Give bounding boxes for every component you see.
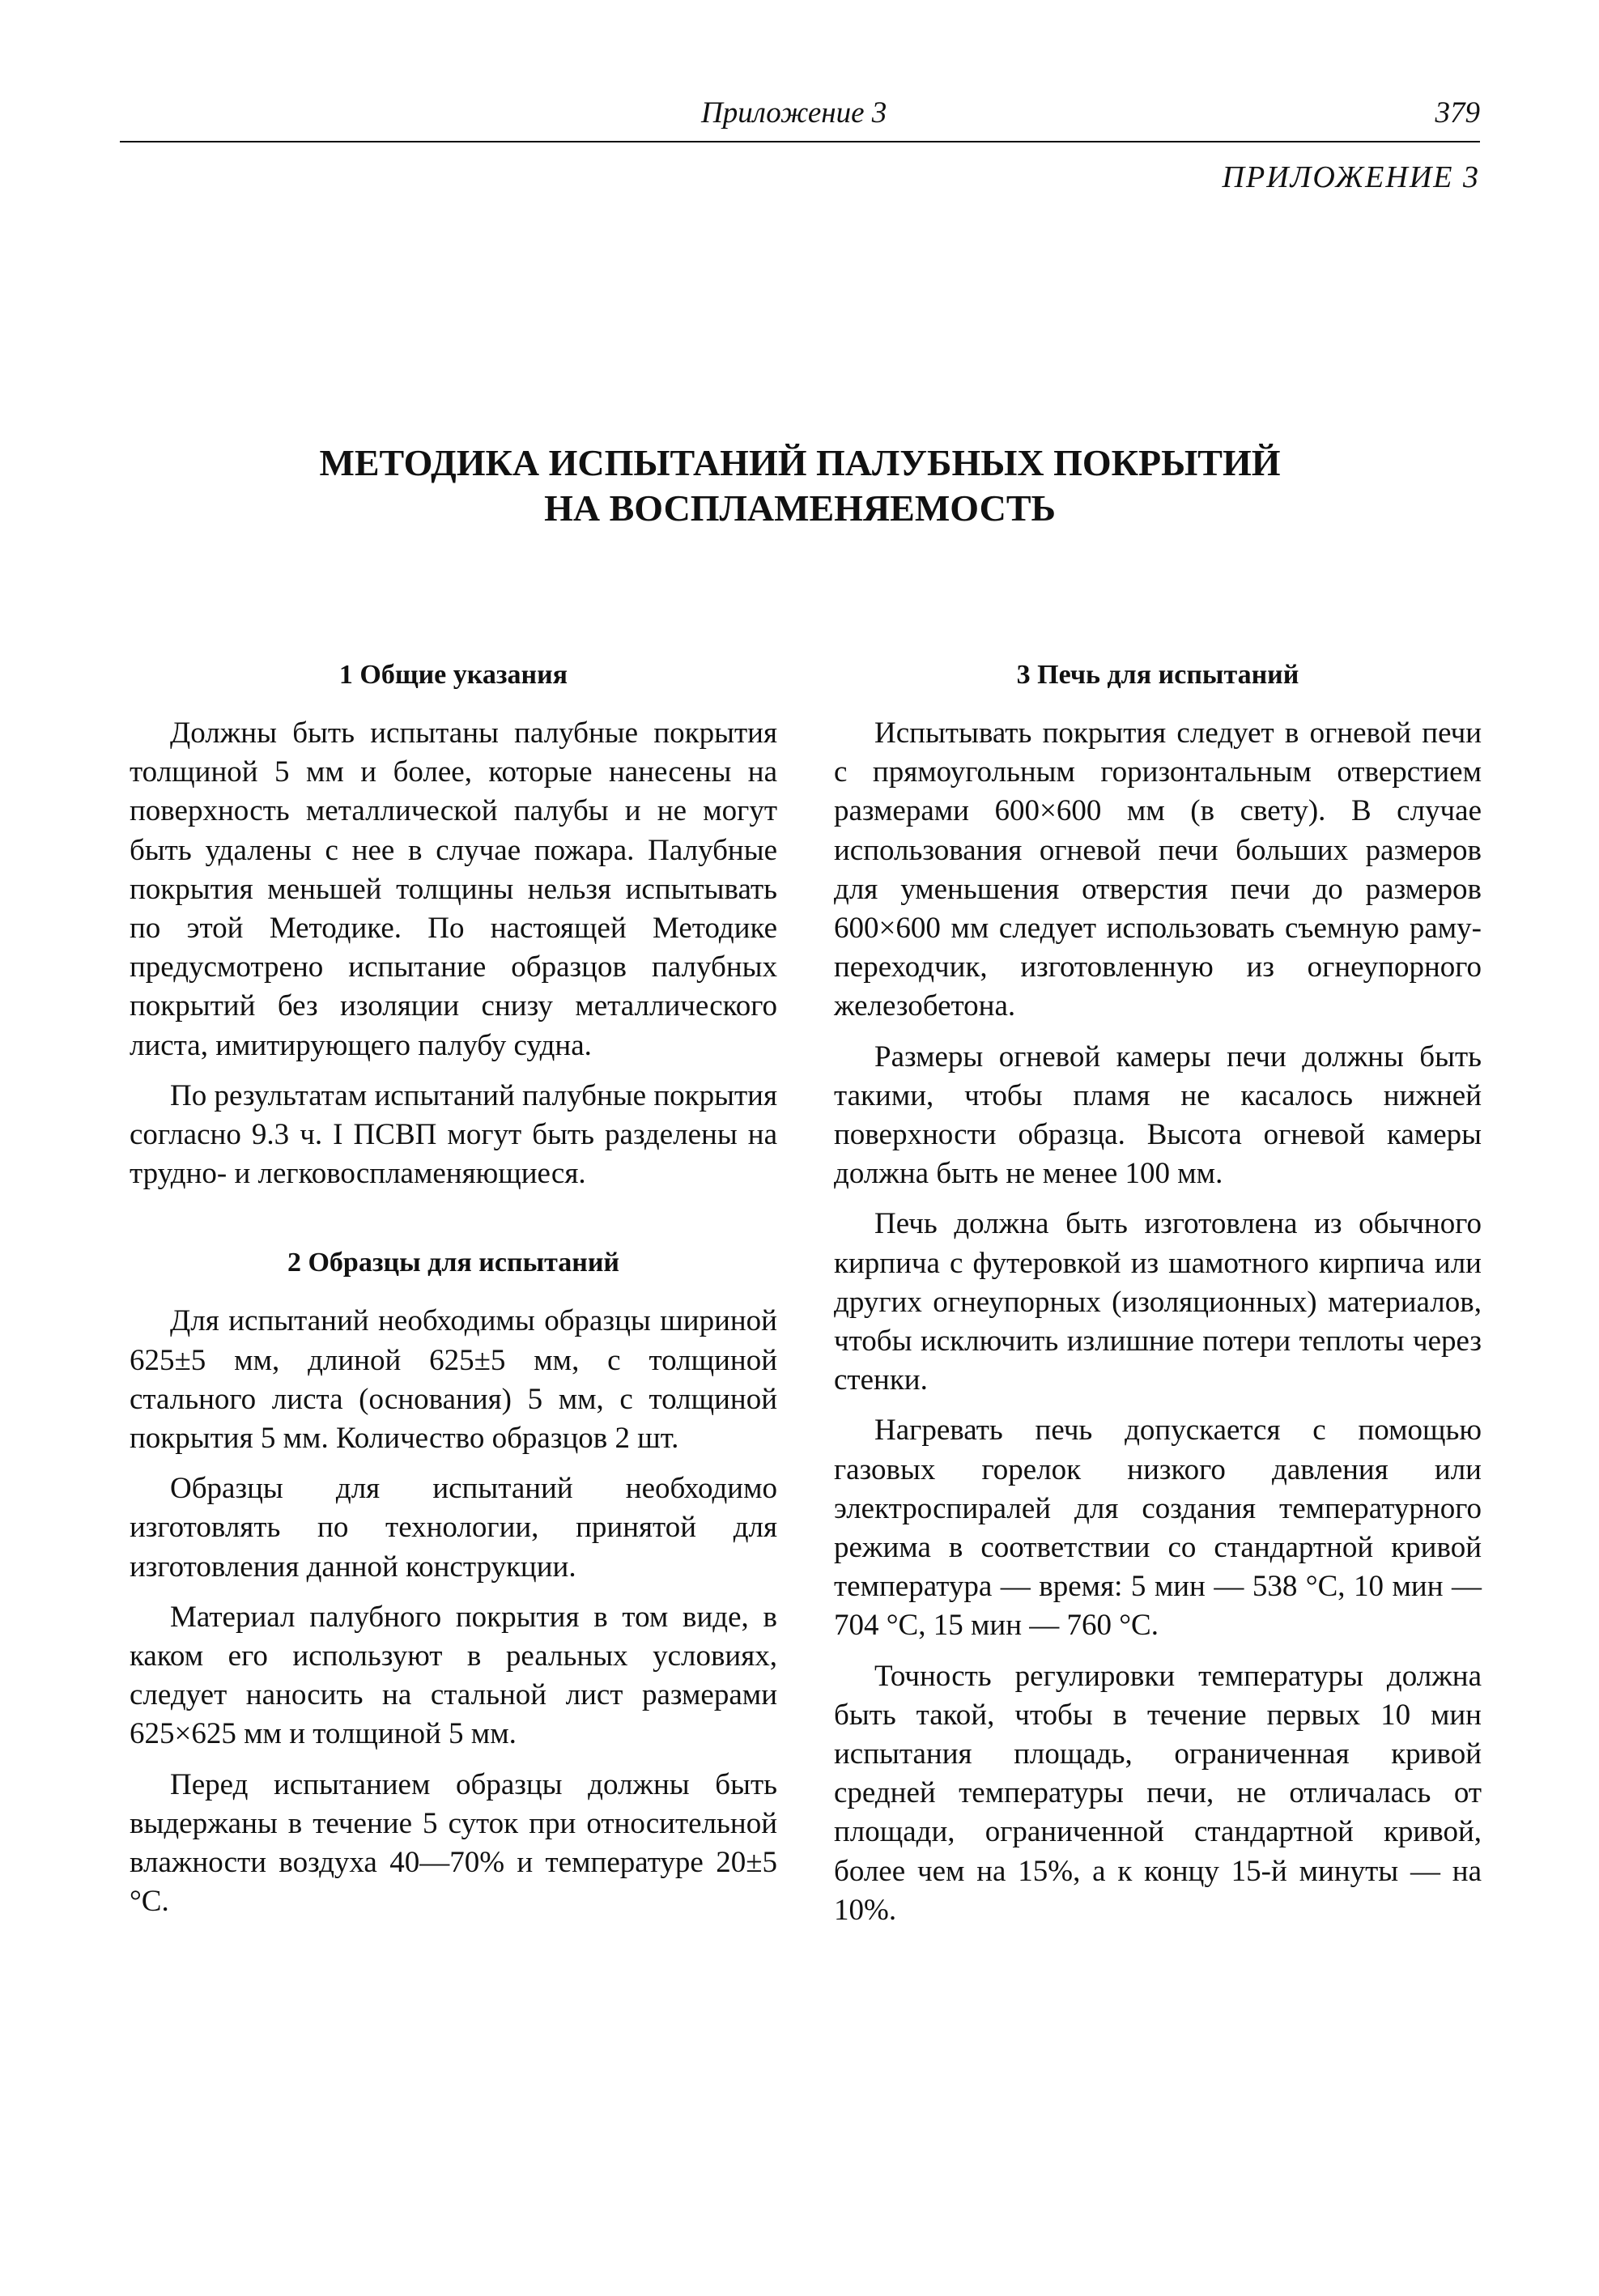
paragraph: Для испытаний необходимы образцы шириной 625±5 мм, длиной 625±5 мм, с толщиной стального листа (основания) 5 мм, с толщиной покрытия 5 мм. Количество образцов 2 шт.: [130, 1304, 777, 1456]
paragraph: Испытывать покрытия следует в огневой печи с прямоугольным горизонтальным отверстием размерами 600×600 мм (в свету). В случае использования огневой печи больших размеров для уменьшения отверстия печи до размеров 600×600 мм следует использовать съемную раму-переходчик, изготовленную из огнеупорного железобетона.: [834, 716, 1482, 1023]
paragraph: Печь должна быть изготовлена из обычного кирпича с футеровкой из шамотного кирпича или других огнеупорных (изоляционных) материалов, чтобы исключить излишние потери теплоты через стенки.: [834, 1207, 1482, 1397]
paragraph: Нагревать печь допускается с помощью газовых горелок низкого давления или электроспиралей для создания температурного режима в соответствии со стандартной кривой температура — время: 5 мин — 538 °С, 10 мин — 704 °С, 15 мин — 760 °С.: [834, 1414, 1482, 1643]
document-title: [120, 440, 1480, 531]
section-heading-general: 1 Общие указания: [338, 660, 568, 690]
paragraph: Должны быть испытаны палубные покрытия толщиной 5 мм и более, которые нанесены на поверхность металлической палубы и не могут быть удалены с нее в случае пожара. Палубные покрытия меньшей толщины нельзя испытывать по этой Методике. По настоящей Методике предусмотрено испытание образцов палубных покрытий без изоляции снизу металлического листа, имитирующего палубу судна.: [130, 716, 777, 1062]
paragraph: По результатам испытаний палубные покрытия согласно 9.3 ч. I ПСВП могут быть разделены на трудно- и легковоспламеняющиеся.: [130, 1078, 777, 1191]
page-number: 379: [1435, 96, 1480, 130]
right-column: [834, 656, 1482, 1941]
document-title-line-1: МЕТОДИКА ИСПЫТАНИЙ ПАЛУБНЫХ ПОКРЫТИЙ: [319, 442, 1281, 483]
paragraph: Размеры огневой камеры печи должны быть такими, чтобы пламя не касалось нижней поверхности образца. Высота огневой камеры должна быть не менее 100 мм.: [834, 1040, 1482, 1191]
document-title-line-2: НА ВОСПЛАМЕНЯЕМОСТЬ: [544, 487, 1056, 529]
paragraph: Материал палубного покрытия в том виде, в каком его используют в реальных условиях, следует наносить на стальной лист размерами 625×625 мм и толщиной 5 мм.: [130, 1600, 777, 1751]
paragraph: Образцы для испытаний необходимо изготовлять по технологии, принятой для изготовления данной конструкции.: [130, 1472, 777, 1584]
paragraph: Перед испытанием образцы должны быть выдержаны в течение 5 суток при относительной влажности воздуха 40—70% и температуре 20±5 °С.: [130, 1767, 777, 1919]
section-heading-furnace: 3 Печь для испытаний: [1016, 660, 1299, 690]
running-header: [120, 96, 1480, 142]
section-heading-samples: 2 Образцы для испытаний: [287, 1248, 620, 1278]
left-column: [130, 656, 777, 1932]
running-title: Приложение 3: [701, 96, 887, 130]
appendix-label: ПРИЛОЖЕНИЕ 3: [1222, 160, 1480, 194]
paragraph: Точность регулировки температуры должна быть такой, чтобы в течение первых 10 мин испытания площадь, ограниченная кривой средней температуры печи, не отличалась от площади, ограниченной стандартной кривой, более чем на 15%, а к концу 15-й минуты — на 10%.: [834, 1659, 1482, 1927]
